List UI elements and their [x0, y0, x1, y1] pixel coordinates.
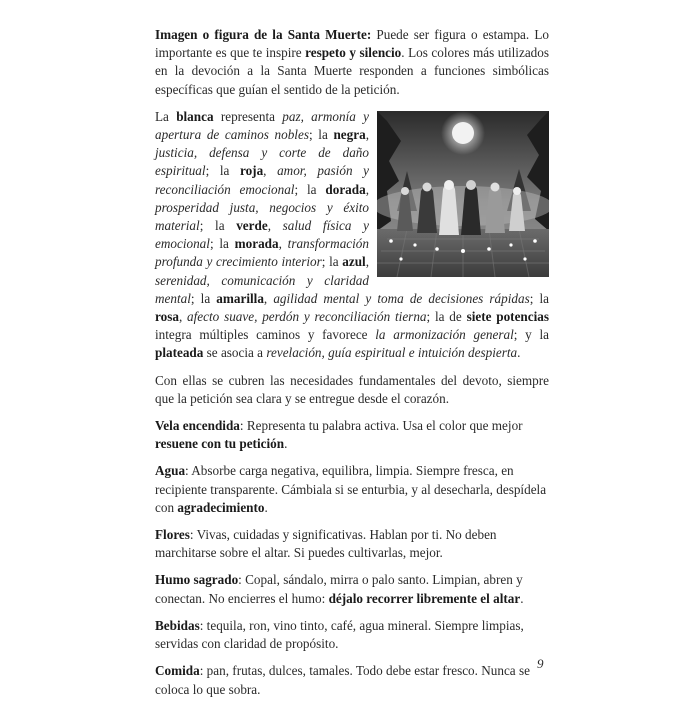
agua-paragraph: Agua: Absorbe carga negativa, equilibra, limpia. Siempre fresca, en recipiente transparente. Cámbiala si se enturbia, y al desecharla, despídela con agradecimiento.	[155, 463, 547, 515]
color-blanca: blanca	[176, 108, 214, 124]
santa-muerte-figures-image	[377, 111, 549, 277]
color-amarilla: amarilla	[216, 290, 264, 306]
colors-paragraph: La blanca representa paz, armonía y apertura de caminos nobles; la negra, justicia, defensa y corte de daño espiritual; la roja, amor, pasión y reconciliación emocional; la dorada, prosperidad justa, negocios y éxito material; la verde, salud física y emocional; la morada, transformación profunda y crecimiento interior; la azul, serenidad, comunicación y claridad mental; la amarilla, agilidad mental y toma de decisiones rápidas; la rosa, afecto suave, perdón y reconciliación tierna; la de siete potencias integra múltiples caminos y favorece la armonización general; y la plateada se asocia a revelación, guía espiritual e intuición despierta.	[155, 108, 550, 361]
comida-heading: Comida	[155, 663, 200, 679]
agua-heading: Agua	[155, 463, 186, 479]
flores-heading: Flores	[155, 527, 190, 543]
humo-heading: Humo sagrado	[155, 572, 239, 588]
color-verde: verde	[236, 218, 268, 234]
color-negra: negra	[333, 127, 366, 143]
intro-heading: Imagen o figura de la Santa Muerte:	[155, 27, 372, 42]
color-plateada: plateada	[155, 345, 204, 361]
color-rosa: rosa	[155, 309, 179, 325]
needs-paragraph: Con ellas se cubren las necesidades fundamentales del devoto, siempre que la petición sea clara y se entregue desde el corazón.	[155, 372, 549, 406]
bebidas-heading: Bebidas	[155, 617, 200, 633]
color-azul: azul	[342, 254, 366, 270]
vela-paragraph: Vela encendida: Representa tu palabra activa. Usa el color que mejor resuene con tu petición.	[155, 418, 523, 452]
comida-paragraph: Comida: pan, frutas, dulces, tamales. Todo debe estar fresco. Nunca se coloca lo que sobra.	[155, 663, 530, 697]
moonlit-robed-figures-icon	[377, 111, 549, 277]
color-roja: roja	[239, 163, 264, 179]
flores-paragraph: Flores: Vivas, cuidadas y significativas. Hablan por ti. No deben marchitarse sobre el altar. Si puedes cultivarlas, mejor.	[155, 527, 497, 561]
color-siete-potencias: siete potencias	[466, 309, 550, 325]
page-number: 9	[537, 656, 544, 671]
page-content	[155, 26, 549, 708]
bebidas-paragraph: Bebidas: tequila, ron, vino tinto, café, agua mineral. Siempre limpias, servidas con claridad de propósito.	[155, 617, 524, 652]
humo-paragraph: Humo sagrado: Copal, sándalo, mirra o palo santo. Limpian, abren y conectan. No encierres el humo: déjalo recorrer libremente el altar.	[155, 572, 524, 606]
color-morada: morada	[234, 236, 279, 252]
vela-heading: Vela encendida	[155, 418, 240, 434]
color-dorada: dorada	[325, 181, 366, 197]
intro-paragraph: Imagen o figura de la Santa Muerte: Puede ser figura o estampa. Lo importante es que te inspire respeto y silencio. Los colores más utilizados en la devoción a la Santa Muerte responden a funciones simbólicas específicas que guían el sentido de la petición.	[155, 27, 549, 97]
